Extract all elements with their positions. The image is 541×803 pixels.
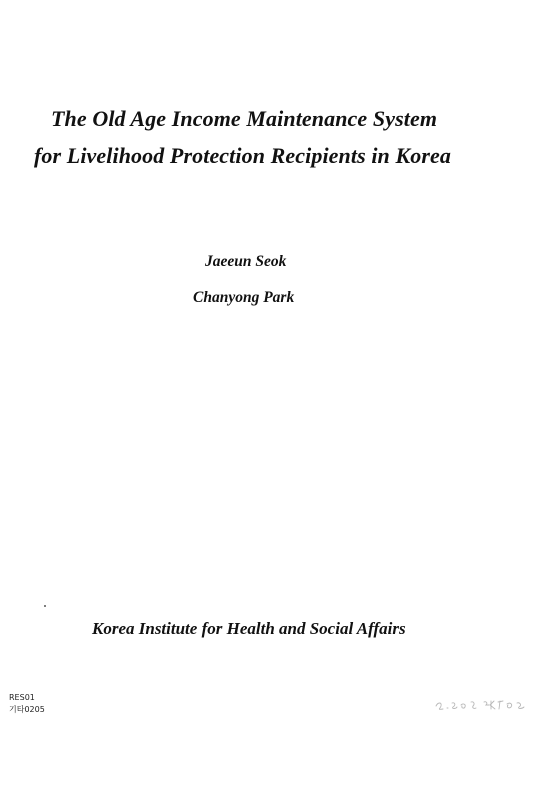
title-line-2: for Livelihood Protection Recipients in Korea xyxy=(34,143,451,168)
handwritten-pencil-mark xyxy=(434,696,539,712)
institute-name: Korea Institute for Health and Social Affairs xyxy=(92,619,406,638)
catalog-code: 기타0205 xyxy=(9,705,45,714)
catalog-code: RES01 xyxy=(9,693,35,702)
title-line-1: The Old Age Income Maintenance System xyxy=(51,106,438,131)
scan-speck xyxy=(44,605,46,607)
author-name: Jaeeun Seok xyxy=(205,253,287,270)
author-name: Chanyong Park xyxy=(193,289,295,306)
